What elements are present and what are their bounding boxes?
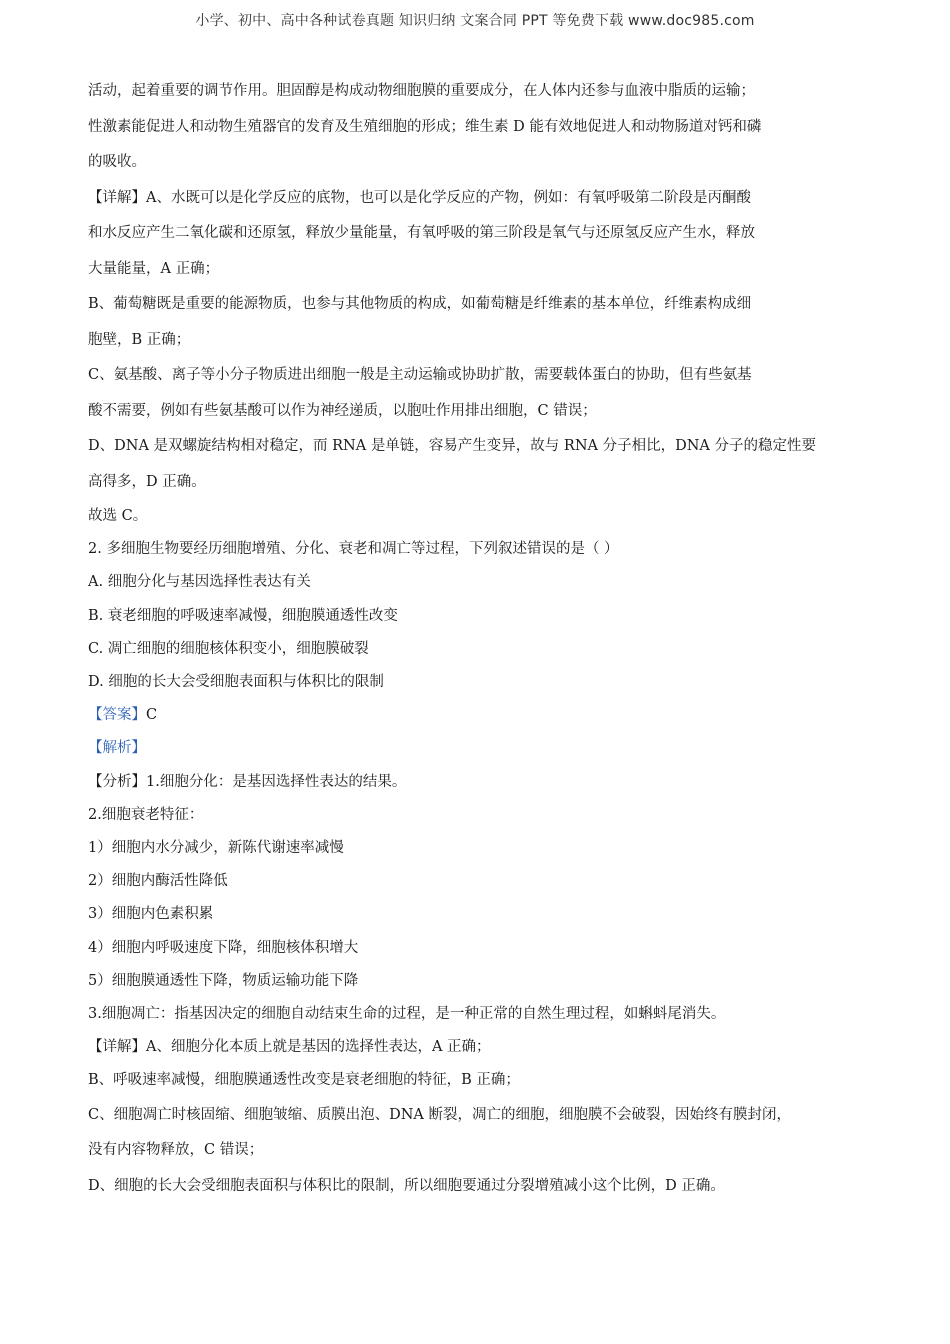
page-header: 小学、初中、高中各种试卷真题 知识归纳 文案合同 PPT 等免费下载 www.doc985.com <box>195 13 755 29</box>
text-line: 高得多，D 正确。 <box>88 473 206 490</box>
text-line: C、氨基酸、离子等小分子物质进出细胞一般是主动运输或协助扩散，需要载体蛋白的协助，但有些氨基 <box>88 367 752 383</box>
text-line: 大量能量，A 正确； <box>88 260 220 277</box>
question-2 <box>88 533 878 1204</box>
text-line: C、细胞凋亡时核固缩、细胞皱缩、质膜出泡、DNA 断裂，凋亡的细胞，细胞膜不会破裂，因始终有膜封闭， <box>88 1106 791 1123</box>
option-c: C. 凋亡细胞的细胞核体积变小，细胞膜破裂 <box>88 640 369 657</box>
text-line: 和水反应产生二氧化碳和还原氢，释放少量能量，有氧呼吸的第三阶段是氧气与还原氢反应产生水，释放 <box>88 225 755 241</box>
text-line: 3.细胞凋亡：指基因决定的细胞自动结束生命的过程，是一种正常的自然生理过程，如蝌蚪尾消失。 <box>88 1006 726 1023</box>
text-line: 性激素能促进人和动物生殖器官的发育及生殖细胞的形成；维生素 D 能有效地促进人和动物肠道对钙和磷 <box>88 118 762 135</box>
prev-question-intro <box>88 74 878 181</box>
question-stem: 2. 多细胞生物要经历细胞增殖、分化、衰老和凋亡等过程，下列叙述错误的是（ ） <box>88 541 619 558</box>
text-line: 胞壁，B 正确； <box>88 331 191 348</box>
text-line: 3）细胞内色素积累 <box>88 906 214 923</box>
prev-question-conclusion: 故选 C。 <box>88 508 148 524</box>
prev-question-detail <box>88 181 878 501</box>
text-line: 1）细胞内水分减少，新陈代谢速率减慢 <box>88 840 344 857</box>
option-b: B. 衰老细胞的呼吸速率减慢，细胞膜通透性改变 <box>88 607 398 624</box>
text-line: 【详解】A、水既可以是化学反应的底物，也可以是化学反应的产物，例如：有氧呼吸第二阶段是丙酮酸 <box>88 189 751 206</box>
text-line: 4）细胞内呼吸速度下降，细胞核体积增大 <box>88 939 359 956</box>
text-line: 的吸收。 <box>88 154 146 170</box>
text-line: 活动，起着重要的调节作用。胆固醇是构成动物细胞膜的重要成分，在人体内还参与血液中脂质的运输； <box>88 83 755 99</box>
text-line: B、呼吸速率减慢，细胞膜通透性改变是衰老细胞的特征，B 正确； <box>88 1072 520 1089</box>
text-line: 【分析】1.细胞分化：是基因选择性表达的结果。 <box>88 773 407 790</box>
answer-line <box>88 699 878 732</box>
text-line: D、DNA 是双螺旋结构相对稳定，而 RNA 是单链，容易产生变异，故与 RNA 分子相比，DNA 分子的稳定性要 <box>88 438 816 454</box>
text-line: B、葡萄糖既是重要的能源物质，也参与其他物质的构成，如葡萄糖是纤维素的基本单位，纤维素构成细 <box>88 296 752 312</box>
text-line: 【详解】A、细胞分化本质上就是基因的选择性表达，A 正确； <box>88 1039 491 1056</box>
document-body <box>88 74 878 1204</box>
text-line: 5）细胞膜通透性下降，物质运输功能下降 <box>88 972 359 989</box>
text-line: 2.细胞衰老特征： <box>88 806 204 823</box>
option-a: A. 细胞分化与基因选择性表达有关 <box>88 574 311 591</box>
option-d: D. 细胞的长大会受细胞表面积与体积比的限制 <box>88 674 384 691</box>
text-line: 酸不需要，例如有些氨基酸可以作为神经递质，以胞吐作用排出细胞，C 错误； <box>88 402 597 419</box>
text-line: 没有内容物释放，C 错误； <box>88 1142 264 1159</box>
text-line: 2）细胞内酶活性降低 <box>88 873 228 890</box>
answer-value: C <box>146 707 158 724</box>
text-line: D、细胞的长大会受细胞表面积与体积比的限制，所以细胞要通过分裂增殖减小这个比例，D 正确。 <box>88 1177 725 1194</box>
answer-label: 【答案】 <box>88 707 146 724</box>
analysis-label: 【解析】 <box>88 740 146 757</box>
